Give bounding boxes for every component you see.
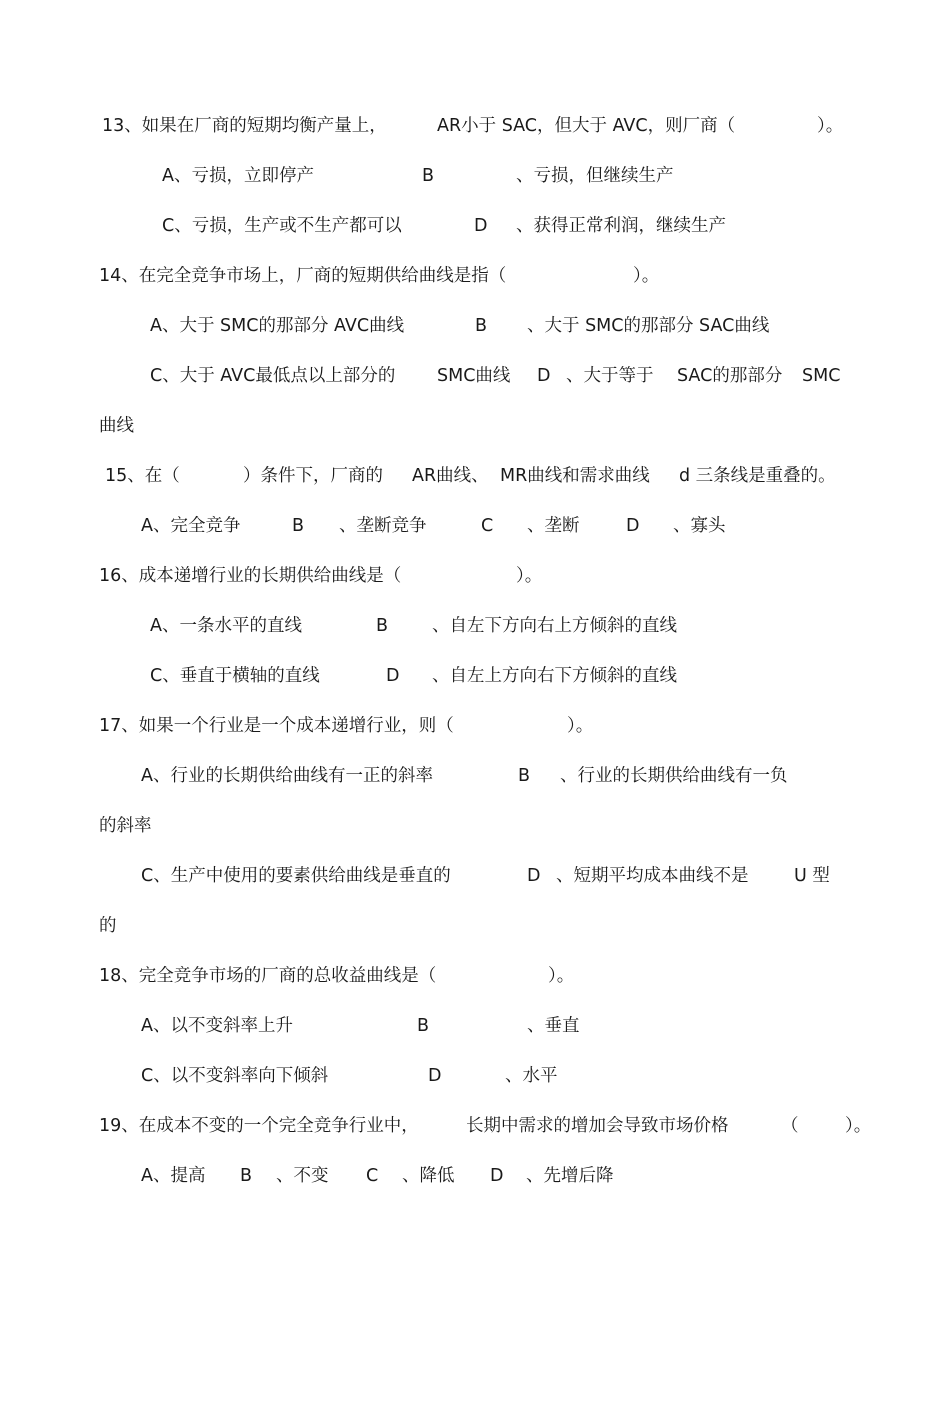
- question-13-option-ab: [0, 161, 674, 191]
- option-c-letter: C: [481, 516, 494, 536]
- stem-text: AR曲线、: [412, 466, 489, 486]
- option-a: A、亏损，立即停产: [162, 166, 314, 186]
- question-13-stem: [0, 111, 844, 141]
- question-14-option-cd: [0, 361, 841, 391]
- option-d: 、先增后降: [526, 1166, 614, 1186]
- option-d: 、水平: [505, 1066, 558, 1086]
- option-b: 、垄断竞争: [339, 516, 427, 536]
- stem-text: 18、完全竞争市场的厂商的总收益曲线是（: [99, 966, 437, 986]
- stem-text: ）。: [817, 116, 844, 136]
- option-b: 、自左下方向右上方倾斜的直线: [432, 616, 677, 636]
- question-16-option-ab: [0, 611, 677, 641]
- option-c: C、垂直于横轴的直线: [150, 666, 320, 686]
- option-d-letter: D: [386, 666, 400, 686]
- option-b-letter: B: [292, 516, 305, 536]
- option-c: C、生产中使用的要素供给曲线是垂直的: [141, 866, 451, 886]
- stem-text: 16、成本递增行业的长期供给曲线是（: [99, 566, 402, 586]
- option-d: 、获得正常利润，继续生产: [516, 216, 726, 236]
- question-16-stem: [0, 561, 543, 591]
- stem-text: d 三条线是重叠的。: [679, 466, 836, 486]
- question-13-option-cd: [0, 211, 726, 241]
- stem-text: ）条件下，厂商的: [243, 466, 383, 486]
- question-19-options: [0, 1161, 614, 1191]
- stem-text: ）。: [633, 266, 660, 286]
- option-b: 、行业的长期供给曲线有一负: [560, 766, 788, 786]
- option-a: A、完全竞争: [141, 516, 241, 536]
- question-16-option-cd: [0, 661, 677, 691]
- stem-text: ）。: [567, 716, 594, 736]
- option-c: 、降低: [402, 1166, 455, 1186]
- question-14-option-ab: [0, 311, 770, 341]
- option-a: A、以不变斜率上升: [141, 1016, 293, 1036]
- stem-text: AR小于 SAC，但大于 AVC，则厂商（: [437, 116, 736, 136]
- option-d-letter: D: [527, 866, 541, 886]
- stem-text: ）。: [548, 966, 575, 986]
- stem-text: 15、在（: [105, 466, 180, 486]
- question-17-option-cd: [0, 861, 830, 891]
- question-18-stem: [0, 961, 575, 991]
- stem-text: ）。: [516, 566, 543, 586]
- question-19-stem: [0, 1111, 872, 1141]
- question-17-stem: [0, 711, 594, 741]
- option-c: C、以不变斜率向下倾斜: [141, 1066, 329, 1086]
- option-a: A、提高: [141, 1166, 206, 1186]
- question-18-option-ab: [0, 1011, 580, 1041]
- option-b: 、大于 SMC的那部分 SAC曲线: [527, 316, 770, 336]
- question-14-stem: [0, 261, 660, 291]
- stem-text: MR曲线和需求曲线: [500, 466, 650, 486]
- stem-text: 17、如果一个行业是一个成本递增行业，则（: [99, 716, 454, 736]
- option-b-letter: B: [417, 1016, 430, 1036]
- question-17-option-ab: [0, 761, 788, 791]
- option-c-tail: SMC曲线: [437, 366, 511, 386]
- stem-text: （: [781, 1116, 799, 1136]
- option-b-letter: B: [475, 316, 488, 336]
- option-d: 、短期平均成本曲线不是: [556, 866, 749, 886]
- stem-text: 19、在成本不变的一个完全竞争行业中，: [99, 1116, 419, 1136]
- option-a: A、一条水平的直线: [150, 616, 302, 636]
- option-d-letter: D: [474, 216, 488, 236]
- continuation-text: 的斜率: [99, 816, 152, 836]
- stem-text: 长期中需求的增加会导致市场价格: [466, 1116, 729, 1136]
- stem-text: 13、如果在厂商的短期均衡产量上，: [102, 116, 387, 136]
- continuation-text: 曲线: [99, 416, 134, 436]
- option-b-letter: B: [518, 766, 531, 786]
- question-17-continuation-a: [0, 811, 152, 841]
- question-17-continuation-c: [0, 911, 117, 941]
- stem-text: ）。: [845, 1116, 872, 1136]
- option-d-mid: SAC的那部分: [677, 366, 783, 386]
- option-c: 、垄断: [527, 516, 580, 536]
- option-d-tail: SMC: [802, 366, 841, 386]
- option-a: A、大于 SMC的那部分 AVC曲线: [150, 316, 405, 336]
- question-14-continuation: [0, 411, 134, 441]
- option-b: 、亏损，但继续生产: [516, 166, 674, 186]
- option-b: 、垂直: [527, 1016, 580, 1036]
- option-d-letter: D: [626, 516, 640, 536]
- option-b-letter: B: [376, 616, 389, 636]
- option-d-letter: D: [490, 1166, 504, 1186]
- option-c: C、亏损，生产或不生产都可以: [162, 216, 402, 236]
- option-b-letter: B: [422, 166, 435, 186]
- option-d-letter: D: [428, 1066, 442, 1086]
- option-d-letter: D: [537, 366, 551, 386]
- stem-text: 14、在完全竞争市场上，厂商的短期供给曲线是指（: [99, 266, 507, 286]
- option-b-letter: B: [240, 1166, 253, 1186]
- option-d: 、寡头: [673, 516, 726, 536]
- question-15-options: [0, 511, 726, 541]
- option-a: A、行业的长期供给曲线有一正的斜率: [141, 766, 433, 786]
- option-d-tail: U 型: [794, 866, 830, 886]
- option-c-letter: C: [366, 1166, 379, 1186]
- option-d: 、大于等于: [566, 366, 654, 386]
- option-d: 、自左上方向右下方倾斜的直线: [432, 666, 677, 686]
- option-b: 、不变: [276, 1166, 329, 1186]
- question-15-stem: [0, 461, 836, 491]
- continuation-text: 的: [99, 916, 117, 936]
- question-18-option-cd: [0, 1061, 558, 1091]
- option-c: C、大于 AVC最低点以上部分的: [150, 366, 396, 386]
